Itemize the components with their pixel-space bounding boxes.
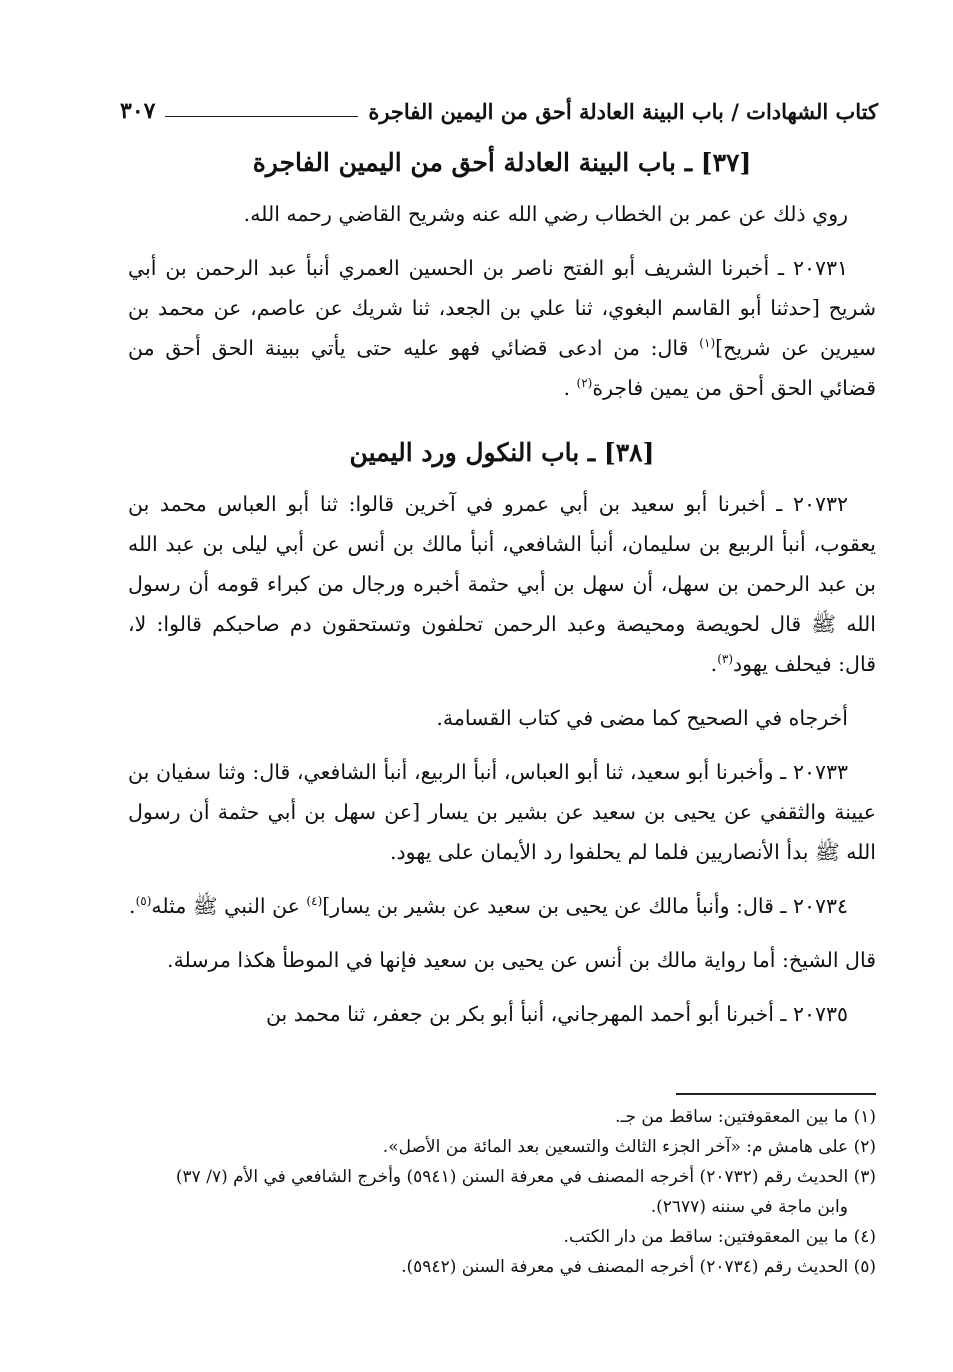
note-sahih: أخرجاه في الصحيح كما مضى في كتاب القسامة. (436, 706, 848, 730)
hadith-20732-text: ٢٠٧٣٢ ـ أخبرنا أبو سعيد بن أبي عمرو في آخرين قالوا: ثنا أبو العباس محمد بن يعقوب، أنبأ الربيع بن سليمان، أنبأ الشافعي، أنبأ مالك بن أنس عن أبي ليلى بن عبد الله بن عبد الرحمن بن سهل، أن سهل بن أبي حثمة أخبره ورجال من كبراء قومه أن رسول الله ﷺ قال لحويصة ومحيصة وعبد الرحمن تحلفون وتستحقون دم صاحبكم قالوا: لا، قال: فيحلف يهود (128, 492, 876, 676)
hadith-20731: ٢٠٧٣١ ـ أخبرنا الشريف أبو الفتح ناصر بن الحسين العمري أنبأ عبد الرحمن بن أبي شريح [حدثنا أبو القاسم البغوي، ثنا علي بن الجعد، ثنا شريك عن عاصم، عن محمد بن سيرين عن شريح]$^{(١)}$ قال: من ادعى قضائي فهو عليه حتى يأتي ببينة الحق أحق من قضائي الحق أحق من يمين فاجرة$^{(٢)}$ . (128, 256, 877, 400)
section-37-intro: روي ذلك عن عمر بن الخطاب رضي الله عنه وشريح القاضي رحمه الله. (243, 202, 848, 226)
footnote-ref-4: (٤) (306, 894, 323, 909)
section-38-title: [٣٨] ـ باب النكول ورد اليمين (349, 438, 655, 467)
footnote-ref-5: (٥) (135, 894, 152, 909)
footnote-1: (١) ما بين المعقوفتين: ساقط من جـ. (615, 1107, 876, 1127)
footnote-3-continuation: وابن ماجة في سننه (٢٦٧٧). (650, 1197, 848, 1217)
footnote-2: (٢) على هامش م: «آخر الجزء الثالث والتسعين بعد المائة من الأصل». (382, 1137, 876, 1157)
hadith-20734-text-cont: عن النبي ﷺ مثله (151, 894, 307, 918)
footnote-3 (128, 1162, 876, 1222)
hadith-20735: ٢٠٧٣٥ ـ أخبرنا أبو أحمد المهرجاني، أنبأ أبو بكر بن جعفر، ثنا محمد بن (265, 1002, 848, 1026)
running-header (120, 84, 878, 124)
hadith-20731-text-cont: قال: من ادعى قضائي فهو عليه حتى يأتي ببينة الحق أحق من قضائي الحق أحق من يمين فاجرة (128, 336, 876, 400)
footnote-ref-3: (٣) (717, 652, 734, 667)
hadith-20734: ٢٠٧٣٤ ـ قال: وأنبأ مالك عن يحيى بن سعيد عن بشير بن يسار]$^{(٤)}$ عن النبي ﷺ مثله$^{(٥)}$. (129, 894, 848, 918)
footnote-3-text: (٣) الحديث رقم (٢٠٧٣٢) أخرجه المصنف في معرفة السنن (٥٩٤١) وأخرج الشافعي في الأم (٧/ ٣٧) (175, 1167, 876, 1187)
hadith-20732: ٢٠٧٣٢ ـ أخبرنا أبو سعيد بن أبي عمرو في آخرين قالوا: ثنا أبو العباس محمد بن يعقوب، أنبأ الربيع بن سليمان، أنبأ الشافعي، أنبأ مالك بن أنس عن أبي ليلى بن عبد الله بن عبد الرحمن بن سهل، أن سهل بن أبي حثمة أخبره ورجال من كبراء قومه أن رسول الله ﷺ قال لحويصة ومحيصة وعبد الرحمن تحلفون وتستحقون دم صاحبكم قالوا: لا، قال: فيحلف يهود$^{(٣)}$. (128, 492, 876, 676)
footnote-5: (٥) الحديث رقم (٢٠٧٣٤) أخرجه المصنف في معرفة السنن (٥٩٤٢). (401, 1257, 876, 1277)
header-rule (165, 116, 358, 117)
hadith-20734-text: ٢٠٧٣٤ ـ قال: وأنبأ مالك عن يحيى بن سعيد عن بشير بن يسار] (322, 894, 848, 918)
page-number: ٣٠٧ (120, 98, 156, 124)
shaykh-comment: قال الشيخ: أما رواية مالك بن أنس عن يحيى بن سعيد فإنها في الموطأ هكذا مرسلة. (167, 948, 876, 972)
footnote-4: (٤) ما بين المعقوفتين: ساقط من دار الكتب. (563, 1227, 876, 1247)
running-title: كتاب الشهادات / باب البينة العادلة أحق من اليمين الفاجرة (368, 99, 878, 124)
footnote-separator (676, 1093, 876, 1095)
hadith-20733: ٢٠٧٣٣ ـ وأخبرنا أبو سعيد، ثنا أبو العباس، أنبأ الربيع، أنبأ الشافعي، قال: وثنا سفيان بن عيينة والثقفي عن يحيى بن سعيد عن بشير بن يسار [عن سهل بن أبي حثمة أن رسول الله ﷺ بدأ الأنصاريين فلما لم يحلفوا رد الأيمان على يهود. (128, 760, 876, 864)
main-text (128, 132, 876, 1048)
footnote-ref-1: (١) (699, 336, 716, 351)
footnote-ref-2: (٢) (576, 376, 593, 391)
footnotes (128, 1102, 876, 1282)
hadith-20731-text: ٢٠٧٣١ ـ أخبرنا الشريف أبو الفتح ناصر بن الحسين العمري أنبأ عبد الرحمن بن أبي شريح [حدثنا أبو القاسم البغوي، ثنا علي بن الجعد، ثنا شريك عن عاصم، عن محمد بن سيرين عن شريح] (128, 256, 877, 360)
section-37-title: [٣٧] ـ باب البينة العادلة أحق من اليمين الفاجرة (252, 148, 752, 177)
